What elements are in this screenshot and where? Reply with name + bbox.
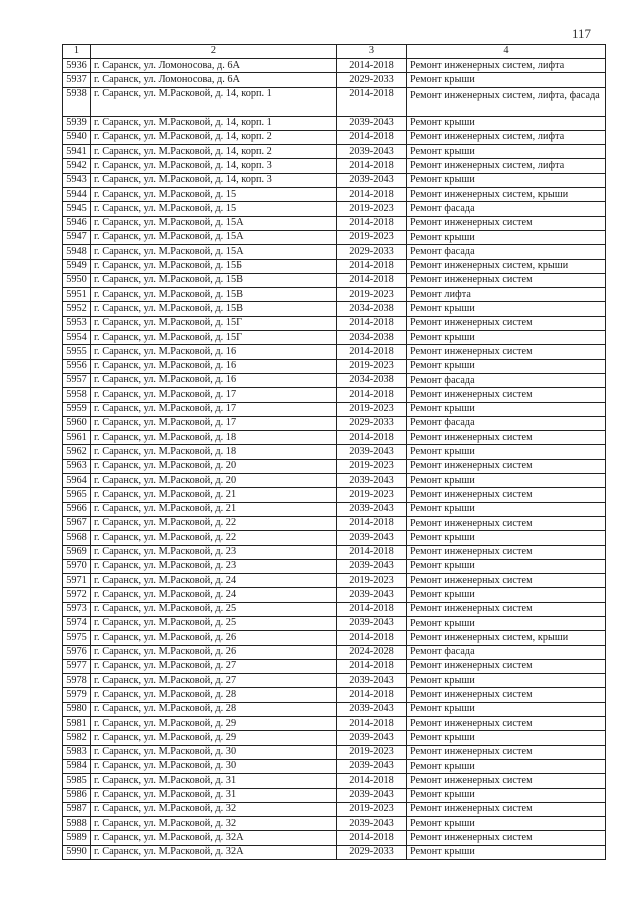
table-row [63,788,606,802]
work-type-cell: Ремонт крыши [407,474,606,488]
address-cell: г. Саранск, ул. М.Расковой, д. 18 [91,431,337,445]
row-number-cell: 5947 [63,230,91,244]
period-cell: 2039-2043 [337,588,407,602]
work-type-cell: Ремонт крыши [407,817,606,831]
period-cell: 2029-2033 [337,245,407,259]
table-row [63,645,606,659]
table-row [63,674,606,688]
row-number-cell: 5977 [63,659,91,673]
period-cell: 2014-2018 [337,631,407,645]
work-type-cell: Ремонт крыши [407,531,606,545]
work-type-cell: Ремонт крыши [407,145,606,159]
row-number-cell: 5957 [63,373,91,387]
period-cell: 2019-2023 [337,745,407,759]
period-cell: 2039-2043 [337,474,407,488]
address-cell: г. Саранск, ул. Ломоносова, д. 6А [91,59,337,73]
work-type-cell: Ремонт крыши [407,445,606,459]
address-cell: г. Саранск, ул. М.Расковой, д. 32А [91,831,337,845]
table-row [63,345,606,359]
work-type-cell: Ремонт крыши [407,788,606,802]
row-number-cell: 5966 [63,502,91,516]
header-cell-2: 2 [91,45,337,59]
table-body [63,59,606,860]
period-cell: 2034-2038 [337,373,407,387]
row-number-cell: 5961 [63,431,91,445]
period-cell: 2014-2018 [337,59,407,73]
table-row [63,331,606,345]
table-row [63,159,606,173]
period-cell: 2014-2018 [337,717,407,731]
table-row [63,173,606,187]
address-cell: г. Саранск, ул. М.Расковой, д. 27 [91,659,337,673]
address-cell: г. Саранск, ул. М.Расковой, д. 29 [91,717,337,731]
period-cell: 2039-2043 [337,445,407,459]
work-type-cell: Ремонт инженерных систем, лифта [407,130,606,144]
period-cell: 2014-2018 [337,545,407,559]
period-cell: 2024-2028 [337,645,407,659]
period-cell: 2019-2023 [337,359,407,373]
work-type-cell: Ремонт крыши [407,702,606,716]
address-cell: г. Саранск, ул. М.Расковой, д. 30 [91,745,337,759]
period-cell: 2019-2023 [337,459,407,473]
period-cell: 2039-2043 [337,788,407,802]
address-cell: г. Саранск, ул. М.Расковой, д. 15Г [91,316,337,330]
address-cell: г. Саранск, ул. М.Расковой, д. 17 [91,388,337,402]
table-row [63,545,606,559]
table-row [63,774,606,788]
work-type-cell: Ремонт инженерных систем [407,216,606,230]
work-type-cell: Ремонт крыши [407,845,606,859]
table-row [63,402,606,416]
row-number-cell: 5959 [63,402,91,416]
work-type-cell: Ремонт крыши [407,674,606,688]
address-cell: г. Саранск, ул. М.Расковой, д. 24 [91,574,337,588]
period-cell: 2034-2038 [337,331,407,345]
work-type-cell: Ремонт крыши [407,616,606,630]
work-type-cell: Ремонт инженерных систем [407,316,606,330]
work-type-cell: Ремонт фасада [407,202,606,216]
table-row [63,516,606,530]
work-type-cell: Ремонт инженерных систем [407,516,606,530]
table-row [63,631,606,645]
work-type-cell: Ремонт инженерных систем [407,831,606,845]
work-type-cell: Ремонт инженерных систем [407,774,606,788]
table-row [63,759,606,773]
address-cell: г. Саранск, ул. М.Расковой, д. 22 [91,531,337,545]
period-cell: 2039-2043 [337,145,407,159]
table-row [63,188,606,202]
period-cell: 2039-2043 [337,674,407,688]
row-number-cell: 5949 [63,259,91,273]
period-cell: 2014-2018 [337,316,407,330]
table-row [63,202,606,216]
row-number-cell: 5945 [63,202,91,216]
period-cell: 2014-2018 [337,130,407,144]
table-row [63,302,606,316]
period-cell: 2039-2043 [337,759,407,773]
row-number-cell: 5989 [63,831,91,845]
table-row [63,259,606,273]
table-row [63,559,606,573]
row-number-cell: 5984 [63,759,91,773]
period-cell: 2039-2043 [337,731,407,745]
address-cell: г. Саранск, ул. М.Расковой, д. 25 [91,602,337,616]
row-number-cell: 5936 [63,59,91,73]
work-type-cell: Ремонт инженерных систем, лифта [407,59,606,73]
row-number-cell: 5939 [63,116,91,130]
work-type-cell: Ремонт инженерных систем [407,488,606,502]
address-cell: г. Саранск, ул. М.Расковой, д. 14, корп. 3 [91,159,337,173]
row-number-cell: 5942 [63,159,91,173]
work-type-cell: Ремонт крыши [407,116,606,130]
address-cell: г. Саранск, ул. М.Расковой, д. 15А [91,216,337,230]
period-cell: 2034-2038 [337,302,407,316]
period-cell: 2029-2033 [337,416,407,430]
address-cell: г. Саранск, ул. М.Расковой, д. 15 [91,188,337,202]
address-cell: г. Саранск, ул. М.Расковой, д. 18 [91,445,337,459]
registry-table [62,44,606,860]
row-number-cell: 5976 [63,645,91,659]
row-number-cell: 5944 [63,188,91,202]
work-type-cell: Ремонт инженерных систем, крыши [407,631,606,645]
row-number-cell: 5953 [63,316,91,330]
row-number-cell: 5988 [63,817,91,831]
table-row [63,230,606,244]
address-cell: г. Саранск, ул. М.Расковой, д. 15В [91,288,337,302]
period-cell: 2039-2043 [337,531,407,545]
row-number-cell: 5968 [63,531,91,545]
work-type-cell: Ремонт крыши [407,402,606,416]
table-row [63,745,606,759]
period-cell: 2039-2043 [337,817,407,831]
address-cell: г. Саранск, ул. М.Расковой, д. 14, корп. 2 [91,130,337,144]
table-row [63,531,606,545]
table-row [63,245,606,259]
table-row [63,688,606,702]
address-cell: г. Саранск, ул. М.Расковой, д. 15А [91,245,337,259]
work-type-cell: Ремонт инженерных систем [407,459,606,473]
period-cell: 2014-2018 [337,831,407,845]
period-cell: 2014-2018 [337,774,407,788]
work-type-cell: Ремонт инженерных систем [407,431,606,445]
period-cell: 2019-2023 [337,488,407,502]
work-type-cell: Ремонт крыши [407,559,606,573]
address-cell: г. Саранск, ул. М.Расковой, д. 26 [91,645,337,659]
work-type-cell: Ремонт крыши [407,331,606,345]
row-number-cell: 5978 [63,674,91,688]
row-number-cell: 5946 [63,216,91,230]
address-cell: г. Саранск, ул. М.Расковой, д. 14, корп. 1 [91,87,337,116]
work-type-cell: Ремонт фасада [407,645,606,659]
period-cell: 2014-2018 [337,388,407,402]
period-cell: 2014-2018 [337,659,407,673]
address-cell: г. Саранск, ул. М.Расковой, д. 16 [91,373,337,387]
row-number-cell: 5970 [63,559,91,573]
row-number-cell: 5950 [63,273,91,287]
table-row [63,87,606,116]
row-number-cell: 5964 [63,474,91,488]
table-row [63,145,606,159]
address-cell: г. Саранск, ул. М.Расковой, д. 24 [91,588,337,602]
work-type-cell: Ремонт лифта [407,288,606,302]
row-number-cell: 5956 [63,359,91,373]
page-number: 117 [572,26,592,41]
table-row [63,717,606,731]
period-cell: 2014-2018 [337,516,407,530]
row-number-cell: 5954 [63,331,91,345]
work-type-cell: Ремонт инженерных систем, крыши [407,188,606,202]
row-number-cell: 5965 [63,488,91,502]
work-type-cell: Ремонт инженерных систем [407,345,606,359]
table-row [63,731,606,745]
period-cell: 2014-2018 [337,602,407,616]
work-type-cell: Ремонт инженерных систем [407,802,606,816]
work-type-cell: Ремонт крыши [407,588,606,602]
table-row [63,288,606,302]
period-cell: 2014-2018 [337,259,407,273]
address-cell: г. Саранск, ул. М.Расковой, д. 20 [91,459,337,473]
row-number-cell: 5987 [63,802,91,816]
table-row [63,602,606,616]
address-cell: г. Саранск, ул. М.Расковой, д. 23 [91,545,337,559]
row-number-cell: 5982 [63,731,91,745]
table-row [63,659,606,673]
table-row [63,474,606,488]
row-number-cell: 5948 [63,245,91,259]
table-row [63,130,606,144]
address-cell: г. Саранск, ул. М.Расковой, д. 23 [91,559,337,573]
address-cell: г. Саранск, ул. Ломоносова, д. 6А [91,73,337,87]
period-cell: 2039-2043 [337,559,407,573]
work-type-cell: Ремонт крыши [407,230,606,244]
table-row [63,359,606,373]
row-number-cell: 5969 [63,545,91,559]
row-number-cell: 5941 [63,145,91,159]
row-number-cell: 5958 [63,388,91,402]
period-cell: 2039-2043 [337,173,407,187]
address-cell: г. Саранск, ул. М.Расковой, д. 14, корп. 1 [91,116,337,130]
row-number-cell: 5951 [63,288,91,302]
address-cell: г. Саранск, ул. М.Расковой, д. 32А [91,845,337,859]
work-type-cell: Ремонт инженерных систем [407,273,606,287]
row-number-cell: 5980 [63,702,91,716]
row-number-cell: 5973 [63,602,91,616]
period-cell: 2039-2043 [337,702,407,716]
header-cell-1: 1 [63,45,91,59]
period-cell: 2019-2023 [337,802,407,816]
work-type-cell: Ремонт инженерных систем [407,602,606,616]
table-row [63,416,606,430]
address-cell: г. Саранск, ул. М.Расковой, д. 25 [91,616,337,630]
address-cell: г. Саранск, ул. М.Расковой, д. 26 [91,631,337,645]
table-row [63,588,606,602]
table-row [63,273,606,287]
row-number-cell: 5990 [63,845,91,859]
table-row [63,116,606,130]
address-cell: г. Саранск, ул. М.Расковой, д. 17 [91,416,337,430]
row-number-cell: 5983 [63,745,91,759]
period-cell: 2039-2043 [337,502,407,516]
work-type-cell: Ремонт инженерных систем [407,688,606,702]
address-cell: г. Саранск, ул. М.Расковой, д. 31 [91,774,337,788]
table-row [63,216,606,230]
work-type-cell: Ремонт инженерных систем [407,574,606,588]
address-cell: г. Саранск, ул. М.Расковой, д. 21 [91,502,337,516]
table-row [63,831,606,845]
address-cell: г. Саранск, ул. М.Расковой, д. 21 [91,488,337,502]
row-number-cell: 5975 [63,631,91,645]
row-number-cell: 5985 [63,774,91,788]
period-cell: 2014-2018 [337,159,407,173]
address-cell: г. Саранск, ул. М.Расковой, д. 27 [91,674,337,688]
work-type-cell: Ремонт фасада [407,245,606,259]
table-row [63,445,606,459]
address-cell: г. Саранск, ул. М.Расковой, д. 15В [91,273,337,287]
work-type-cell: Ремонт крыши [407,302,606,316]
table-row [63,59,606,73]
row-number-cell: 5955 [63,345,91,359]
table-row [63,616,606,630]
address-cell: г. Саранск, ул. М.Расковой, д. 14, корп. 3 [91,173,337,187]
table-row [63,502,606,516]
address-cell: г. Саранск, ул. М.Расковой, д. 15В [91,302,337,316]
row-number-cell: 5967 [63,516,91,530]
table-row [63,817,606,831]
period-cell: 2029-2033 [337,73,407,87]
work-type-cell: Ремонт крыши [407,73,606,87]
row-number-cell: 5952 [63,302,91,316]
period-cell: 2019-2023 [337,288,407,302]
work-type-cell: Ремонт инженерных систем [407,745,606,759]
row-number-cell: 5962 [63,445,91,459]
period-cell: 2014-2018 [337,188,407,202]
table-row [63,845,606,859]
table-row [63,73,606,87]
period-cell: 2014-2018 [337,273,407,287]
address-cell: г. Саранск, ул. М.Расковой, д. 32 [91,802,337,816]
row-number-cell: 5974 [63,616,91,630]
table-row [63,316,606,330]
work-type-cell: Ремонт крыши [407,759,606,773]
address-cell: г. Саранск, ул. М.Расковой, д. 30 [91,759,337,773]
address-cell: г. Саранск, ул. М.Расковой, д. 15Г [91,331,337,345]
row-number-cell: 5986 [63,788,91,802]
address-cell: г. Саранск, ул. М.Расковой, д. 22 [91,516,337,530]
row-number-cell: 5972 [63,588,91,602]
table-row [63,373,606,387]
work-type-cell: Ремонт инженерных систем, лифта [407,159,606,173]
table-row [63,802,606,816]
period-cell: 2019-2023 [337,202,407,216]
work-type-cell: Ремонт инженерных систем [407,545,606,559]
work-type-cell: Ремонт инженерных систем [407,388,606,402]
period-cell: 2014-2018 [337,345,407,359]
period-cell: 2039-2043 [337,616,407,630]
work-type-cell: Ремонт инженерных систем, крыши [407,259,606,273]
period-cell: 2019-2023 [337,402,407,416]
work-type-cell: Ремонт инженерных систем, лифта, фасада [407,87,606,116]
row-number-cell: 5937 [63,73,91,87]
row-number-cell: 5971 [63,574,91,588]
period-cell: 2039-2043 [337,116,407,130]
address-cell: г. Саранск, ул. М.Расковой, д. 16 [91,345,337,359]
period-cell: 2014-2018 [337,431,407,445]
work-type-cell: Ремонт крыши [407,502,606,516]
address-cell: г. Саранск, ул. М.Расковой, д. 17 [91,402,337,416]
header-row [63,45,606,59]
work-type-cell: Ремонт фасада [407,373,606,387]
work-type-cell: Ремонт крыши [407,173,606,187]
row-number-cell: 5943 [63,173,91,187]
period-cell: 2019-2023 [337,574,407,588]
table-row [63,388,606,402]
work-type-cell: Ремонт фасада [407,416,606,430]
address-cell: г. Саранск, ул. М.Расковой, д. 32 [91,817,337,831]
address-cell: г. Саранск, ул. М.Расковой, д. 28 [91,702,337,716]
work-type-cell: Ремонт крыши [407,359,606,373]
table-row [63,459,606,473]
row-number-cell: 5963 [63,459,91,473]
table-row [63,574,606,588]
row-number-cell: 5960 [63,416,91,430]
address-cell: г. Саранск, ул. М.Расковой, д. 29 [91,731,337,745]
address-cell: г. Саранск, ул. М.Расковой, д. 20 [91,474,337,488]
row-number-cell: 5938 [63,87,91,116]
address-cell: г. Саранск, ул. М.Расковой, д. 15Б [91,259,337,273]
work-type-cell: Ремонт крыши [407,731,606,745]
table-row [63,702,606,716]
table-row [63,431,606,445]
header-cell-4: 4 [407,45,606,59]
header-cell-3: 3 [337,45,407,59]
table-row [63,488,606,502]
address-cell: г. Саранск, ул. М.Расковой, д. 15 [91,202,337,216]
address-cell: г. Саранск, ул. М.Расковой, д. 14, корп. 2 [91,145,337,159]
period-cell: 2014-2018 [337,216,407,230]
address-cell: г. Саранск, ул. М.Расковой, д. 28 [91,688,337,702]
period-cell: 2014-2018 [337,688,407,702]
row-number-cell: 5979 [63,688,91,702]
address-cell: г. Саранск, ул. М.Расковой, д. 15А [91,230,337,244]
row-number-cell: 5981 [63,717,91,731]
row-number-cell: 5940 [63,130,91,144]
work-type-cell: Ремонт инженерных систем [407,717,606,731]
period-cell: 2029-2033 [337,845,407,859]
period-cell: 2014-2018 [337,87,407,116]
work-type-cell: Ремонт инженерных систем [407,659,606,673]
address-cell: г. Саранск, ул. М.Расковой, д. 16 [91,359,337,373]
address-cell: г. Саранск, ул. М.Расковой, д. 31 [91,788,337,802]
period-cell: 2019-2023 [337,230,407,244]
